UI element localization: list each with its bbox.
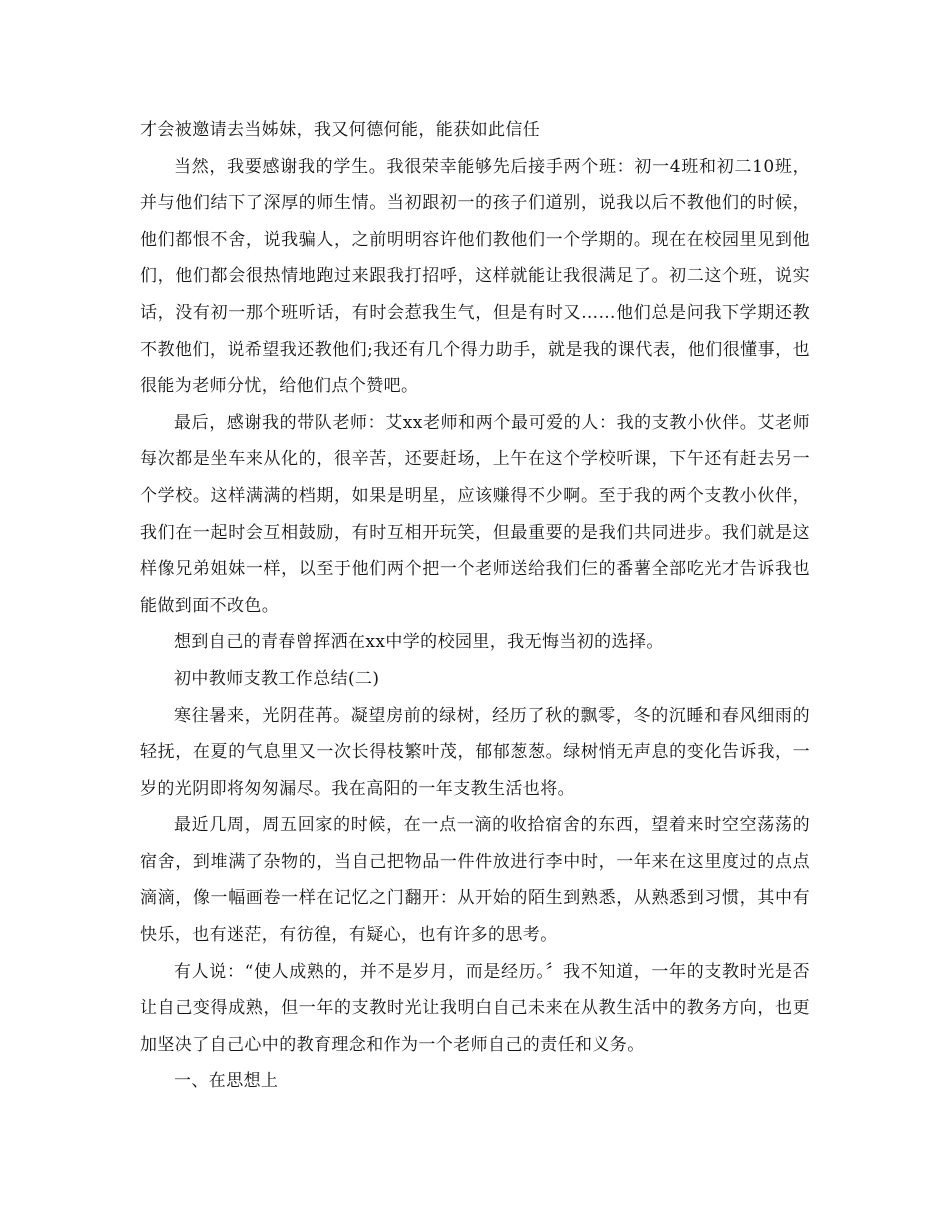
document-body: [140, 112, 810, 1100]
paragraph-3: 最后，感谢我的带队老师：艾xx老师和两个最可爱的人：我的支教小伙伴。艾老师每次都是坐车来从化的，很辛苦，还要赶场，上午在这个学校听课，下午还有赶去另一个学校。这样满满的档期，如果是明星，应该赚得不少啊。至于我的两个支教小伙伴，我们在一起时会互相鼓励，有时互相开玩笑，但最重要的是我们共同进步。我们就是这样像兄弟姐妹一样，以至于他们两个把一个老师送给我们仨的番薯全部吃光才告诉我也能做到面不改色。: [140, 412, 810, 616]
paragraph-4: 想到自己的青春曾挥洒在xx中学的校园里，我无悔当初的选择。: [174, 632, 664, 653]
paragraph-2: 当然，我要感谢我的学生。我很荣幸能够先后接手两个班：初一4班和初二10班，并与他们结下了深厚的师生情。当初跟初一的孩子们道别，说我以后不教他们的时候，他们都恨不舍，说我骗人，之前明明容许他们教他们一个学期的。现在在校园里见到他们，他们都会很热情地跑过来跟我打招呼，这样就能让我很满足了。初二这个班，说实话，没有初一那个班听话，有时会惹我生气，但是有时又……他们总是问我下学期还教不教他们，说希望我还教他们;我还有几个得力助手，就是我的课代表，他们很懂事，也很能为老师分忧，给他们点个赞吧。: [140, 156, 810, 397]
section-heading: 初中教师支教工作总结(二): [174, 668, 380, 689]
paragraph-7: 有人说：“使人成熟的，并不是岁月，而是经历。〞我不知道，一年的支教时光是否让自己变得成熟，但一年的支教时光让我明白自己未来在从教生活中的教务方向，也更加坚决了自己心中的教育理念和作为一个老师自己的责任和义务。: [140, 961, 810, 1055]
subsection-heading: 一、在思想上: [174, 1071, 279, 1092]
paragraph-5: 寒往暑来，光阴荏苒。凝望房前的绿树，经历了秋的飘零，冬的沉睡和春风细雨的轻抚，在夏的气息里又一次长得枝繁叶茂，郁郁葱葱。绿树悄无声息的变化告诉我，一岁的光阴即将匆匆漏尽。我在高阳的一年支教生活也将。: [140, 705, 810, 799]
paragraph-6: 最近几周，周五回家的时候，在一点一滴的收拾宿舍的东西，望着来时空空荡荡的宿舍，到堆满了杂物的，当自己把物品一件件放进行李中时，一年来在这里度过的点点滴滴，像一幅画卷一样在记忆之门翻开：从开始的陌生到熟悉，从熟悉到习惯，其中有快乐，也有迷茫，有彷徨，有疑心，也有许多的思考。: [140, 815, 810, 946]
paragraph-1: 才会被邀请去当姊妹，我又何德何能，能获如此信任: [140, 120, 541, 140]
